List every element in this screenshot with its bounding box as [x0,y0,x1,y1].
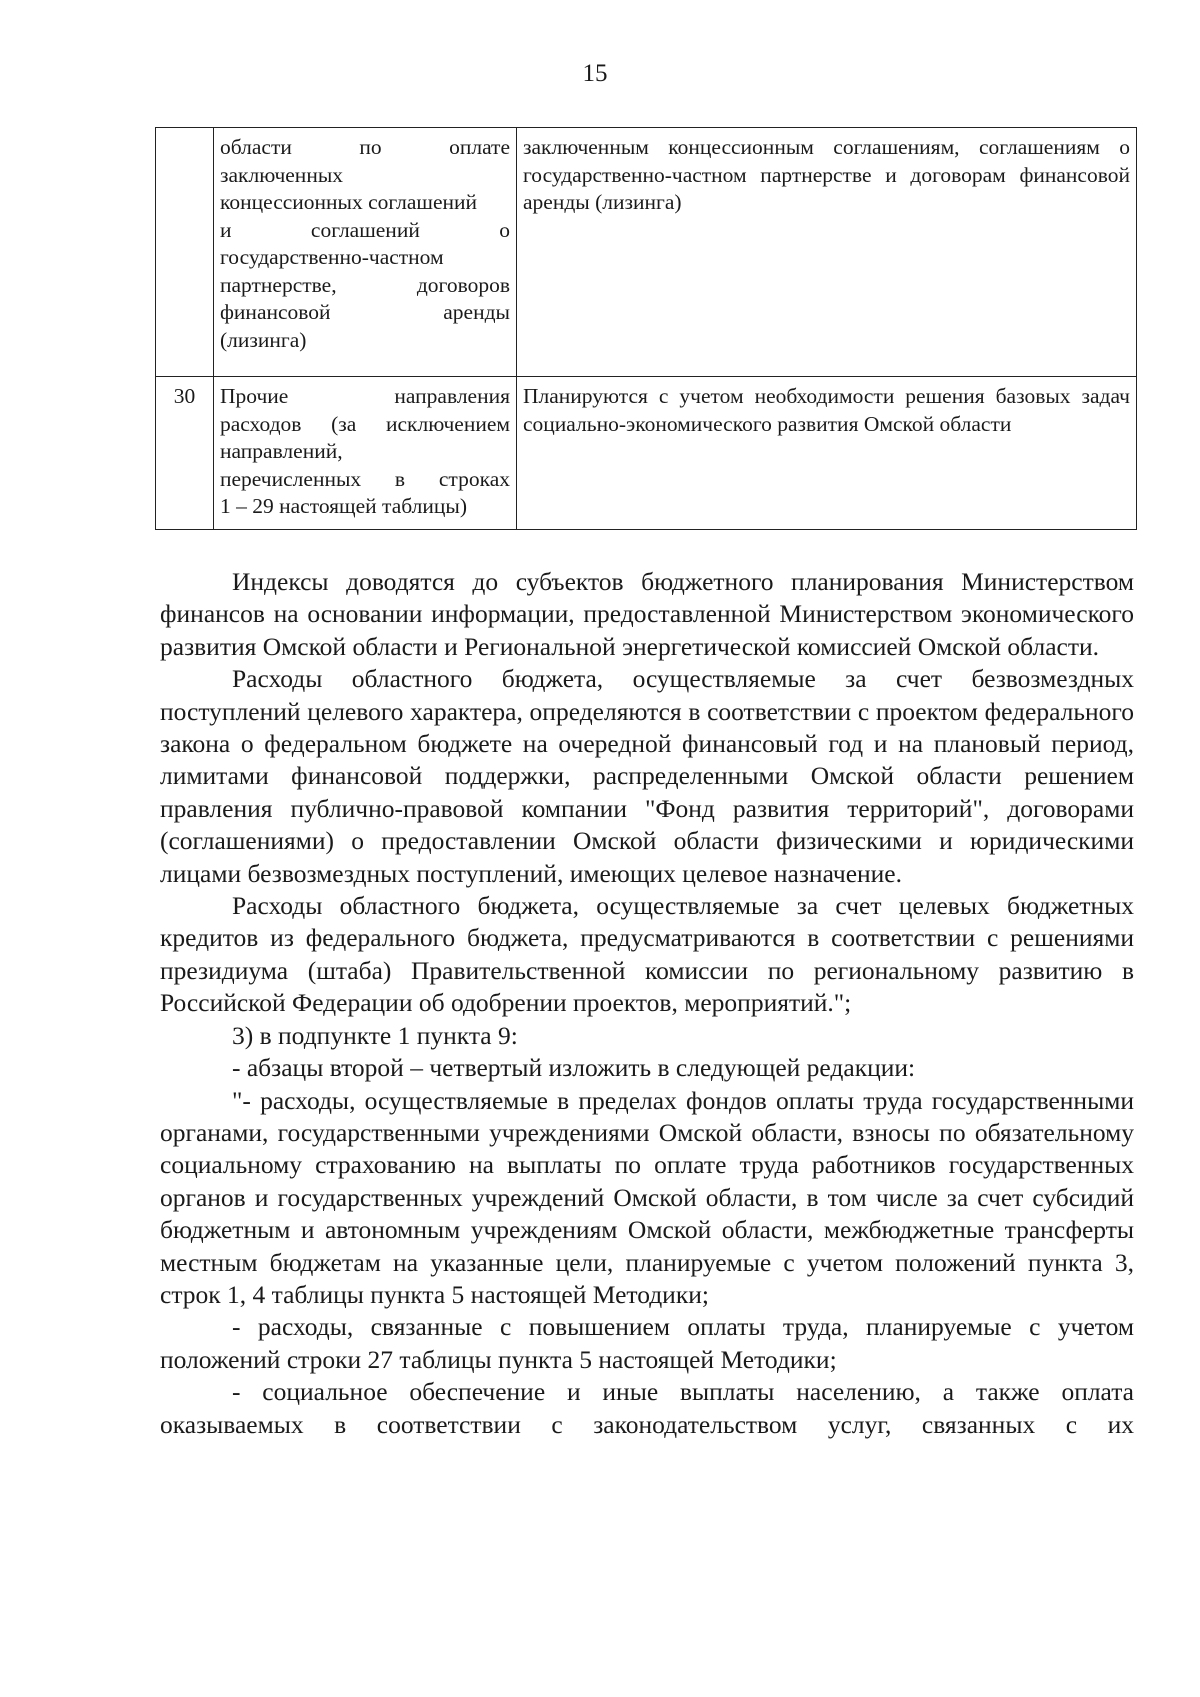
paragraph: - расходы, связанные с повышением оплаты труда, планируемые с учетом положений строки 27 таблицы пункта 5 настоящей Методики; [160,1312,1134,1374]
row-number-cell: 30 [156,377,214,530]
methodology-table [155,127,1137,530]
document-body [160,566,1134,1441]
paragraph: "- расходы, осуществляемые в пределах фондов оплаты труда государственными органами, государственными учреждениями Омской области, взносы по обязательному социальному страхованию на выплаты по оплате труда работников государственных органов и государственных учреждений Омской области, в том числе за счет субсидий бюджетным и автономным учреждениям Омской области, межбюджетные трансферты местным бюджетам на указанные цели, планируемые с учетом положений пункта 3, строк 1, 4 таблицы пункта 5 настоящей Методики; [160,1085,1134,1309]
cell-text-line: направлений, [220,439,343,463]
paragraph: 3) в подпункте 1 пункта 9: [232,1020,518,1050]
cell-text-line: (лизинга) [220,327,307,352]
paragraph: - абзацы второй – четвертый изложить в следующей редакции: [232,1053,916,1083]
cell-text-line: и соглашений о [220,217,510,242]
paragraph: Расходы областного бюджета, осуществляемые за счет безвозмездных поступлений целевого характера, определяются в соответствии с проектом федерального закона о федеральном бюджете на очередной финансовый год и на плановый период, лимитами финансовой поддержки, распределенными Омской области решением правления публично-правовой компании "Фонд развития территорий", договорами (соглашениями) о предоставлении Омской области физическими и юридическими лицами безвозмездных поступлений, имеющих целевое назначение. [160,664,1134,888]
cell-text-line: области по оплате [220,135,510,159]
paragraph: - социальное обеспечение и иные выплаты населению, а также оплата оказываемых в соответствии с законодательством услуг, связанных с их [160,1377,1134,1439]
cell-text-line: партнерстве, договоров [220,272,510,297]
expense-direction-cell [214,128,517,377]
cell-text-line: государственно-частном [220,245,444,269]
cell-text-line: расходов (за исключением [220,411,510,436]
expense-direction-cell [214,377,517,530]
cell-text-line: концессионных соглашений [220,190,478,214]
cell-text-line: заключенных [220,162,344,187]
cell-text-line: перечисленных в строках [220,466,510,491]
paragraph: Расходы областного бюджета, осуществляемые за счет целевых бюджетных кредитов из федерального бюджета, предусматриваются в соответствии с решениями президиума (штаба) Правительственной комиссии по региональному развитию в Российской Федерации об одобрении проектов, мероприятий."; [160,891,1134,1018]
cell-text-line: финансовой аренды [220,300,510,324]
cell-text-line: Прочие направления [220,384,510,408]
paragraph: Индексы доводятся до субъектов бюджетного планирования Министерством финансов на основании информации, предоставленной Министерством экономического развития Омской области и Региональной энергетической комиссией Омской области. [160,567,1134,661]
cell-text-line: 1 – 29 настоящей таблицы) [220,494,467,518]
planning-method-cell: Планируются с учетом необходимости решения базовых задач социально-экономического развития Омской области [517,377,1137,530]
table-row [156,128,1137,377]
page-number: 15 [582,60,608,87]
table-row [156,377,1137,530]
row-number-cell [156,128,214,377]
planning-method-cell: заключенным концессионным соглашениям, соглашениям о государственно-частном партнерстве и договорам финансовой аренды (лизинга) [517,128,1137,377]
